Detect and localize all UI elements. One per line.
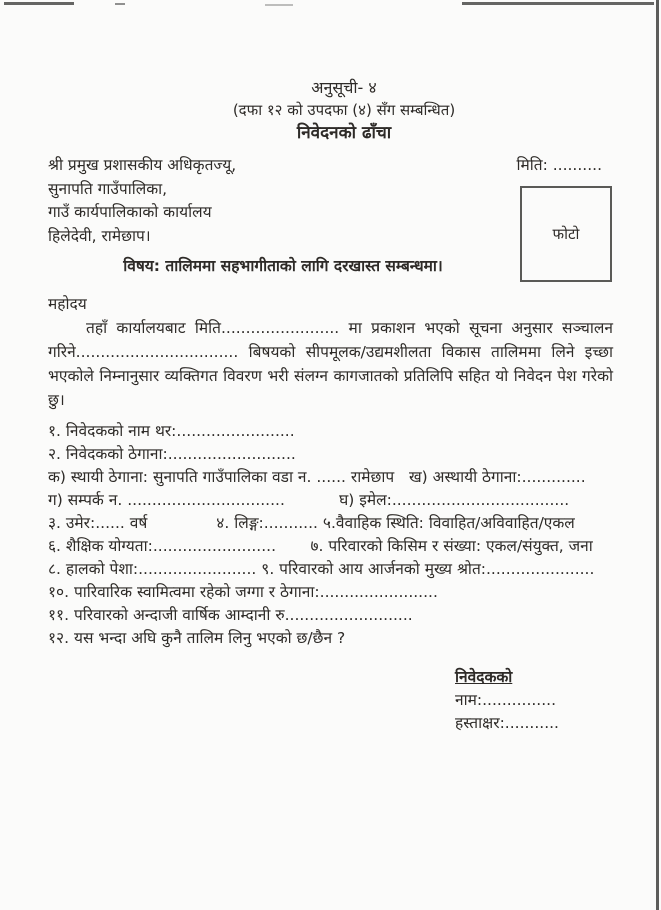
scan-artifact-top-dot bbox=[115, 3, 125, 5]
form-field-family-land: १०. पारिवारिक स्वामित्वमा रहेको जग्गा र ठेगाना:........................ bbox=[48, 583, 438, 601]
addressee-line: सुनापति गाउँपालिका, bbox=[48, 179, 168, 198]
scan-artifact-top-line-right bbox=[462, 2, 654, 5]
subject-line: विषय: तालिममा सहभागीताको लागि दरखास्त सम्बन्धमा। bbox=[123, 257, 443, 275]
addressee-block bbox=[48, 154, 640, 248]
form-field-occupation-income-source: ८. हालको पेशा:........................ ९. परिवारको आय आर्जनको मुख्य श्रोत:...................... bbox=[48, 560, 595, 578]
form-field-permanent-temporary-address: क) स्थायी ठेगाना: सुनापति गाउँपालिका वडा न. ...... रामेछाप ख) अस्थायी ठेगाना:............. bbox=[48, 468, 586, 486]
form-content bbox=[48, 76, 640, 735]
form-fields-list bbox=[48, 420, 640, 650]
scan-artifact-top-line bbox=[4, 2, 74, 5]
form-field-previous-training: १२. यस भन्दा अघि कुनै तालिम लिनु भएको छ/छैन ? bbox=[48, 629, 346, 647]
signature-heading: निवेदकको bbox=[455, 668, 513, 686]
signature-sign-line: हस्ताक्षर:........... bbox=[455, 714, 559, 732]
date-field: मिति: .......... bbox=[516, 156, 602, 174]
scan-artifact-top-smudge bbox=[265, 4, 293, 6]
form-title: निवेदनको ढाँचा bbox=[296, 123, 392, 143]
form-field-address: २. निवेदकको ठेगाना:.......................... bbox=[48, 445, 296, 463]
form-field-age-gender-marital: ३. उमेर:...... वर्ष ४. लिङ्ग:........... ५.वैवाहिक स्थिति: विवाहित/अविवाहित/एकल bbox=[48, 514, 575, 532]
clause-reference-line: (दफा १२ को उपदफा (४) सँग सम्बन्धित) bbox=[232, 101, 456, 119]
addressee-line: हिलेदेवी, रामेछाप। bbox=[48, 226, 151, 245]
form-field-annual-income: ११. परिवारको अन्दाजी वार्षिक आम्दानी रु.......................... bbox=[48, 606, 413, 624]
addressee-line: गाउँ कार्यपालिकाको कार्यालय bbox=[48, 203, 212, 221]
signature-block bbox=[455, 666, 640, 735]
form-header bbox=[48, 76, 640, 145]
signature-name-line: नाम:............... bbox=[455, 691, 557, 709]
form-field-contact-email: ग) सम्पर्क न. ................................ घ) इमेल:.................................... bbox=[48, 491, 570, 509]
annex-line: अनुसूची- ४ bbox=[311, 78, 377, 97]
salutation: महोदय bbox=[48, 295, 87, 313]
form-field-education-family: ६. शैक्षिक योग्यता:......................... ७. परिवारको किसिम र संख्या: एकल/संयुक्त, जना bbox=[48, 537, 593, 555]
scan-artifact-right-edge bbox=[656, 0, 659, 910]
photo-box-label: फोटो bbox=[552, 225, 580, 243]
addressee-line: श्री प्रमुख प्रशासकीय अधिकृतज्यू, bbox=[48, 156, 237, 174]
letter-body-paragraph: तहाँ कार्यालयबाट मिति........................ मा प्रकाशन भएको सूचना अनुसार सञ्चालन गरिने................................. बिषयको सीपमूलक/उद्यमशीलता विकास तालिममा लिने इच्छा भएकोले निम्नानुसार व्यक्तिगत विवरण भरी संलग्न कागजातको प्रतिलिपि सहित यो निवेदन पेश गरेको छु। bbox=[48, 319, 613, 409]
form-field-name: १. निवेदकको नाम थर:........................ bbox=[48, 422, 295, 440]
